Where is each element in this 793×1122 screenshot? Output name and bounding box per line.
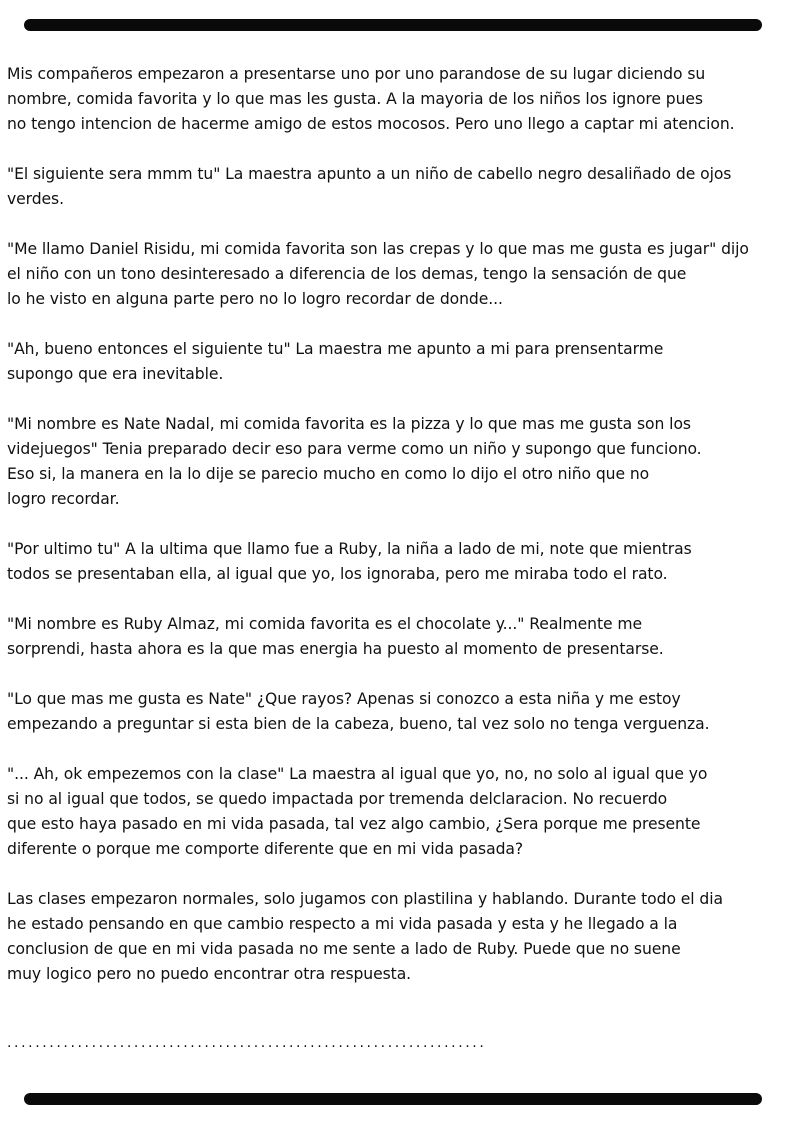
story-text <box>7 62 791 1012</box>
dotted-separator: .................................................................... <box>7 1035 487 1051</box>
paragraph <box>7 612 791 662</box>
paragraph <box>7 162 791 212</box>
paragraph <box>7 337 791 387</box>
text-line: videjuegos" Tenia preparado decir eso para verme como un niño y supongo que funciono. <box>7 440 702 458</box>
text-line: diferente o porque me comporte diferente que en mi vida pasada? <box>7 840 524 858</box>
text-line: el niño con un tono desinteresado a diferencia de los demas, tengo la sensación de que <box>7 265 687 283</box>
text-line: "Me llamo Daniel Risidu, mi comida favorita son las crepas y lo que mas me gusta es jugar" dijo <box>7 240 749 258</box>
paragraph <box>7 62 791 137</box>
text-line: que esto haya pasado en mi vida pasada, tal vez algo cambio, ¿Sera porque me presente <box>7 815 701 833</box>
text-line: si no al igual que todos, se quedo impactada por tremenda delclaracion. No recuerdo <box>7 790 668 808</box>
text-line: empezando a preguntar si esta bien de la cabeza, bueno, tal vez solo no tenga verguenza. <box>7 715 710 733</box>
paragraph <box>7 237 791 312</box>
text-line: lo he visto en alguna parte pero no lo logro recordar de donde... <box>7 290 503 308</box>
text-line: "... Ah, ok empezemos con la clase" La maestra al igual que yo, no, no solo al igual que yo <box>7 765 708 783</box>
text-line: he estado pensando en que cambio respecto a mi vida pasada y esta y he llegado a la <box>7 915 678 933</box>
text-line: "El siguiente sera mmm tu" La maestra apunto a un niño de cabello negro desaliñado de ojos <box>7 165 732 183</box>
text-line: Mis compañeros empezaron a presentarse uno por uno parandose de su lugar diciendo su <box>7 65 706 83</box>
text-line: Las clases empezaron normales, solo jugamos con plastilina y hablando. Durante todo el dia <box>7 890 723 908</box>
text-line: no tengo intencion de hacerme amigo de estos mocosos. Pero uno llego a captar mi atencion. <box>7 115 735 133</box>
text-line: "Ah, bueno entonces el siguiente tu" La maestra me apunto a mi para prensentarme <box>7 340 664 358</box>
text-line: "Mi nombre es Nate Nadal, mi comida favorita es la pizza y lo que mas me gusta son los <box>7 415 691 433</box>
bottom-divider-bar <box>24 1093 762 1105</box>
paragraph <box>7 412 791 512</box>
text-line: sorprendi, hasta ahora es la que mas energia ha puesto al momento de presentarse. <box>7 640 664 658</box>
paragraph <box>7 687 791 737</box>
paragraph <box>7 762 791 862</box>
text-line: conclusion de que en mi vida pasada no me sente a lado de Ruby. Puede que no suene <box>7 940 681 958</box>
paragraph <box>7 887 791 987</box>
text-line: nombre, comida favorita y lo que mas les gusta. A la mayoria de los niños los ignore pues <box>7 90 703 108</box>
text-line: todos se presentaban ella, al igual que yo, los ignoraba, pero me miraba todo el rato. <box>7 565 668 583</box>
text-line: "Lo que mas me gusta es Nate" ¿Que rayos? Apenas si conozco a esta niña y me estoy <box>7 690 681 708</box>
paragraph <box>7 537 791 587</box>
text-line: "Mi nombre es Ruby Almaz, mi comida favorita es el chocolate y..." Realmente me <box>7 615 643 633</box>
text-line: muy logico pero no puedo encontrar otra respuesta. <box>7 965 412 983</box>
text-line: "Por ultimo tu" A la ultima que llamo fue a Ruby, la niña a lado de mi, note que mientras <box>7 540 692 558</box>
text-line: Eso si, la manera en la lo dije se parecio mucho en como lo dijo el otro niño que no <box>7 465 650 483</box>
text-line: verdes. <box>7 190 64 208</box>
text-line: logro recordar. <box>7 490 120 508</box>
top-divider-bar <box>24 19 762 31</box>
text-line: supongo que era inevitable. <box>7 365 224 383</box>
